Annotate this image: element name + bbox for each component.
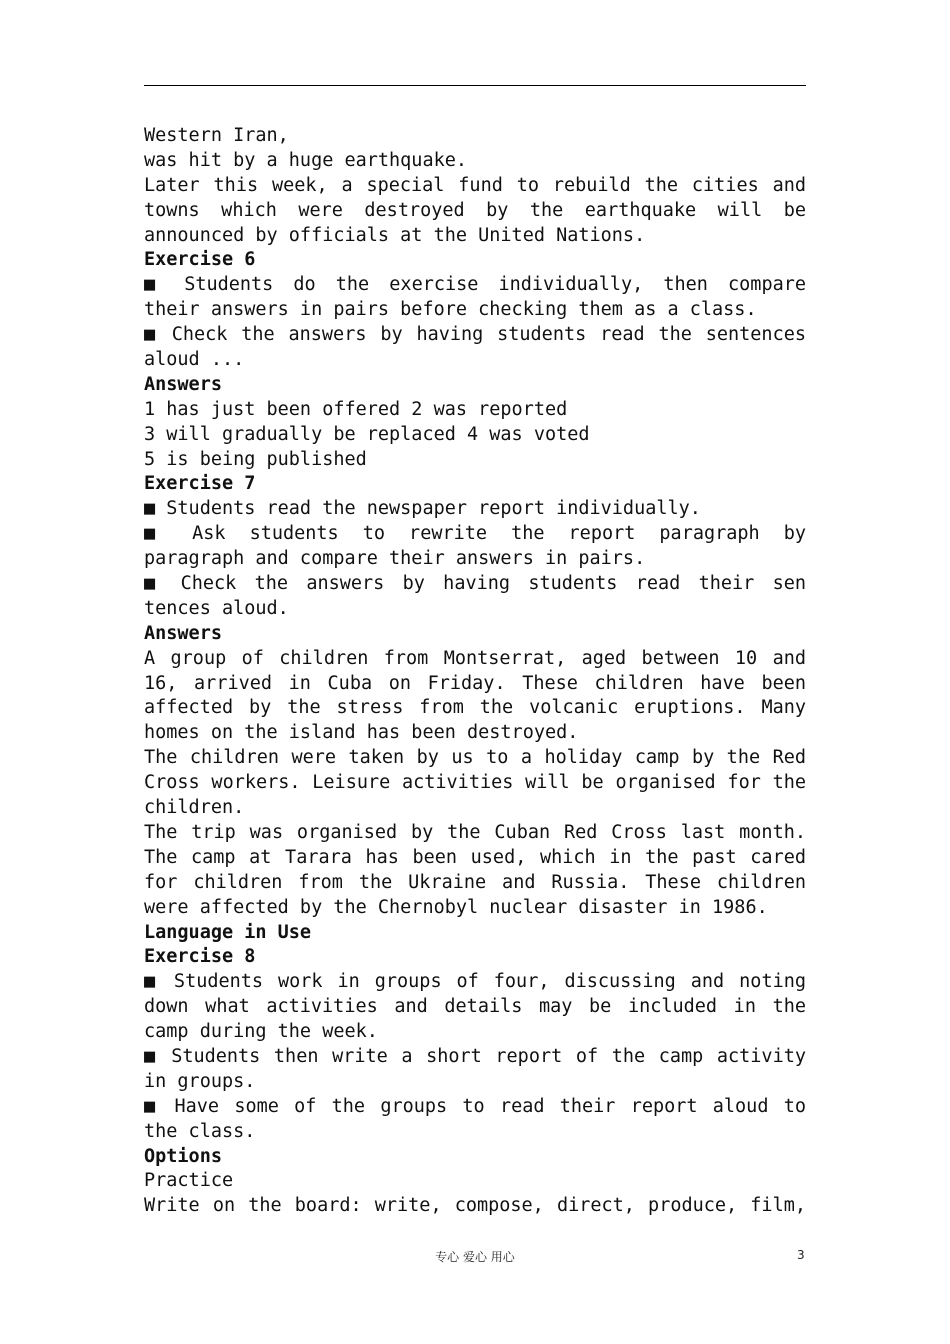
text-line: Later this week, a special fund to rebuild the cities and [144, 174, 806, 196]
text-line: The camp at Tarara has been used, which in the past cared [144, 846, 806, 868]
text-line: for children from the Ukraine and Russia. These children [144, 871, 806, 893]
section-heading: Exercise 8 [144, 946, 256, 968]
footer-motto: 专心 爱心 用心 [435, 1250, 515, 1264]
text-line: children. [144, 797, 245, 819]
text-line: 16, arrived in Cuba on Friday. These children have been [144, 672, 806, 694]
text-line: camp during the week. [144, 1021, 378, 1043]
text-line: Western Iran, [144, 125, 289, 146]
text-line: ■ Check the answers by having students read their sen [144, 573, 806, 595]
page-body [144, 124, 806, 1219]
section-heading: Exercise 6 [144, 249, 256, 271]
section-heading: Options [144, 1145, 222, 1167]
text-line: affected by the stress from the volcanic eruptions. Many [144, 697, 806, 719]
section-heading: Exercise 7 [144, 473, 256, 495]
page-number: 3 [797, 1248, 805, 1262]
text-line: ■ Have some of the groups to read their report aloud to [144, 1095, 806, 1117]
text-line: towns which were destroyed by the earthquake will be [144, 199, 806, 221]
section-heading: Answers [144, 373, 222, 395]
text-line: 1 has just been offered 2 was reported [144, 398, 568, 420]
text-line: ■ Students do the exercise individually, then compare [144, 274, 806, 296]
text-line: in groups. [144, 1070, 256, 1092]
text-line: ■ Ask students to rewrite the report paragraph by [144, 523, 806, 545]
text-line: ■ Students read the newspaper report individually. [144, 498, 701, 520]
text-line: ■ Students then write a short report of the camp activity [144, 1045, 806, 1067]
text-line: homes on the island has been destroyed. [144, 722, 579, 744]
text-line: Cross workers. Leisure activities will be organised for the [144, 772, 806, 794]
text-line: aloud ... [144, 349, 245, 371]
text-line: was hit by a huge earthquake. [144, 149, 468, 171]
text-line: paragraph and compare their answers in pairs. [144, 548, 646, 570]
text-line: were affected by the Chernobyl nuclear disaster in 1986. [144, 896, 768, 918]
text-line: the class. [144, 1120, 256, 1142]
text-line: ■ Students work in groups of four, discussing and noting [144, 971, 806, 993]
text-line: down what activities and details may be included in the [144, 996, 806, 1018]
text-line: The children were taken by us to a holiday camp by the Red [144, 747, 806, 769]
text-line: Write on the board: write, compose, direct, produce, film, [144, 1195, 806, 1217]
text-line: announced by officials at the United Nations. [144, 224, 646, 246]
text-line: ■ Check the answers by having students read the sentences [144, 324, 806, 346]
header-rule [144, 85, 806, 86]
text-line: 3 will gradually be replaced 4 was voted [144, 423, 590, 445]
section-heading: Answers [144, 622, 222, 644]
text-line: The trip was organised by the Cuban Red Cross last month. [144, 821, 806, 843]
text-line: tences aloud. [144, 597, 289, 619]
text-line: their answers in pairs before checking them as a class. [144, 299, 757, 321]
text-line: Practice [144, 1170, 234, 1192]
text-line: A group of children from Montserrat, aged between 10 and [144, 647, 806, 669]
text-line: 5 is being published [144, 448, 367, 470]
section-heading: Language in Use [144, 921, 312, 943]
